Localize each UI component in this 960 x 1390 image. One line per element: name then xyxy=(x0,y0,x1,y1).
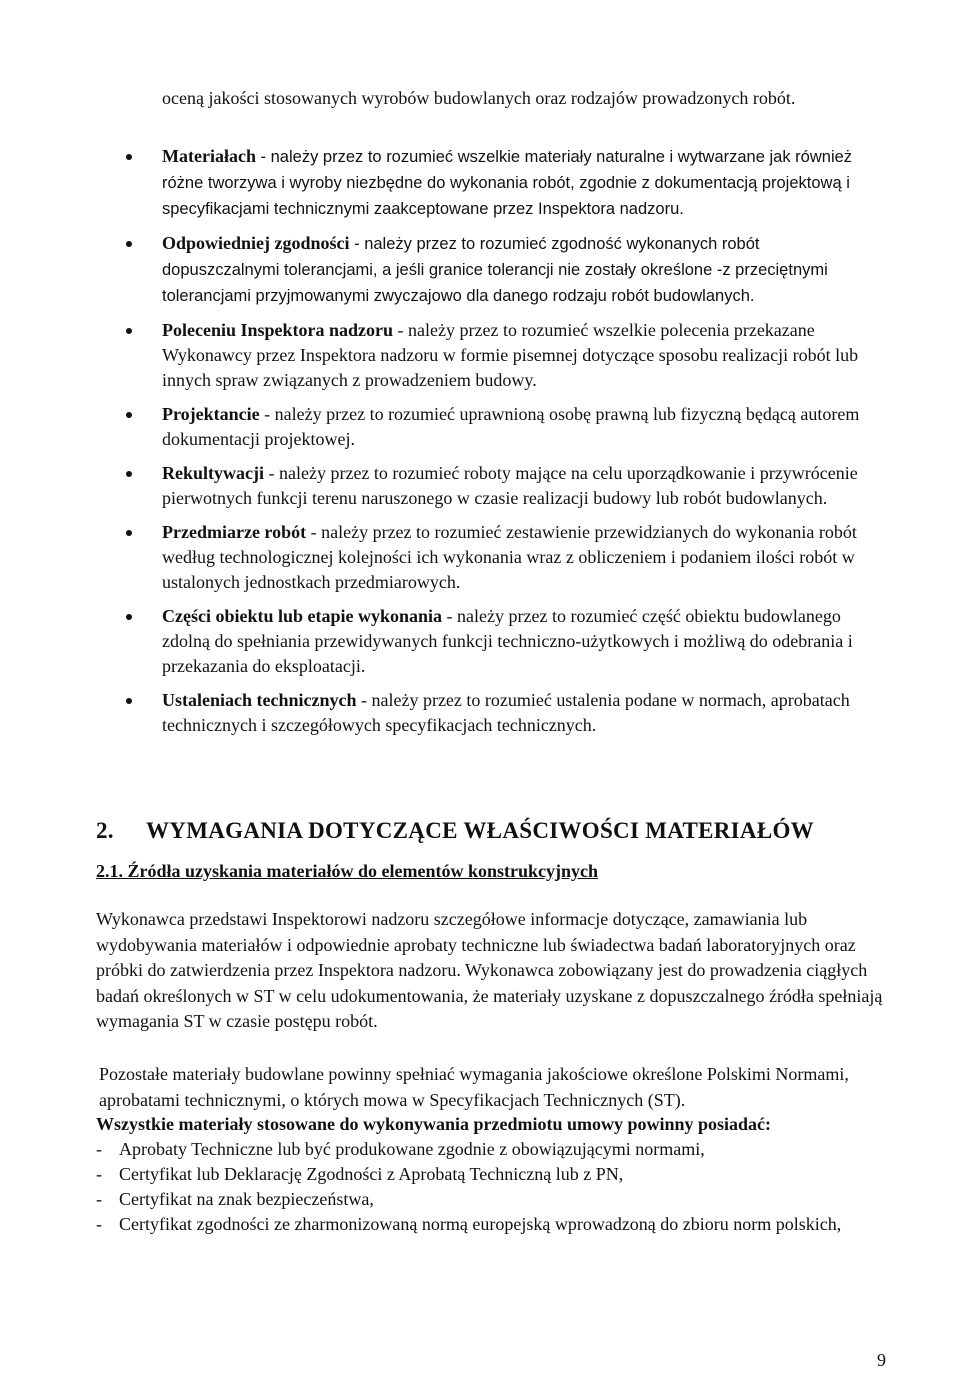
definition-term: Odpowiedniej zgodności xyxy=(162,233,350,253)
definition-term: Części obiektu lub etapie wykonania xyxy=(162,606,443,626)
definition-text: - należy przez to rozumieć uprawnioną osobę prawną lub fizyczną będącą autorem dokumentacji projektowej. xyxy=(162,404,860,449)
definition-text: - należy przez to rozumieć wszelkie polecenia przekazane Wykonawcy przez Inspektora nadzoru w formie pisemnej dotyczące sposobu realizacji robót lub innych spraw związanych z prowadzeniem budowy. xyxy=(162,320,859,390)
definition-text: - należy przez to rozumieć roboty mające na celu uporządkowanie i przywrócenie pierwotnych funkcji terenu naruszonego w czasie realizacji budowy lub robót budowlanych. xyxy=(162,463,858,508)
definition-term: Przedmiarze robót xyxy=(162,522,307,542)
definition-term: Rekultywacji xyxy=(162,463,264,483)
paragraph-sources: Wykonawca przedstawi Inspektorowi nadzoru szczegółowe informacje dotyczące, zamawiania lub wydobywania materiałów i odpowiednie aprobaty techniczne lub świadectwa badań laboratoryjnych oraz próbki do zatwierdzenia przez Inspektora nadzoru. Wykonawca zobowiązany jest do prowadzenia ciągłych badań określonych w ST w celu udokumentowania, że materiały uzyskane z dopuszczalnego źródła spełniają wymagania ST w czasie postępu robót. xyxy=(96,909,883,1032)
definition-text: - należy przez to rozumieć zgodność wykonanych robót dopuszczalnymi tolerancjami, a jeśli granice tolerancji nie zostały określone -z przeciętnymi tolerancjami przyjmowanymi zwyczajowo dla danego rodzaju robót budowlanych. xyxy=(162,235,828,305)
definition-text: - należy przez to rozumieć wszelkie materiały naturalne i wytwarzane jak również różne tworzywa i wyroby niezbędne do wykonania robót, zgodnie z dokumentacją projektową i specyfikacjami technicznymi zaakceptowane przez Inspektora nadzoru. xyxy=(162,148,853,218)
definition-item xyxy=(0,402,872,452)
definition-text: - należy przez to rozumieć część obiektu budowlanego zdolną do spełniania przewidywanych funkcji techniczno-użytkowych i możliwą do odebrania i przekazania do eksploatacji. xyxy=(162,606,853,676)
definition-item xyxy=(0,688,872,738)
bullet-icon xyxy=(126,154,132,160)
section-heading xyxy=(96,818,814,844)
bullet-icon xyxy=(126,471,132,477)
definition-text: - należy przez to rozumieć zestawienie przewidzianych do wykonania robót według technologicznej kolejności ich wykonania wraz z obliczeniem i podaniem ilości robót w ustalonych jednostkach przedmiarowych. xyxy=(162,522,857,592)
subsection-heading: 2.1. Źródła uzyskania materiałów do elementów konstrukcyjnych xyxy=(96,861,599,881)
definition-item xyxy=(0,461,872,511)
requirement-item: - Certyfikat lub Deklarację Zgodności z Aprobatą Techniczną lub z PN, xyxy=(96,1162,896,1187)
definition-item xyxy=(0,318,872,393)
definition-item xyxy=(0,604,872,679)
definition-item xyxy=(0,144,872,222)
definition-text: - należy przez to rozumieć ustalenia podane w normach, aprobatach technicznych i szczegółowych specyfikacjach technicznych. xyxy=(162,690,850,735)
requirement-item: - Certyfikat na znak bezpieczeństwa, xyxy=(96,1187,896,1212)
bullet-icon xyxy=(126,530,132,536)
definition-item xyxy=(0,520,872,595)
definition-term: Poleceniu Inspektora nadzoru xyxy=(162,320,394,340)
dash-icon: - xyxy=(96,1139,102,1159)
requirements-list xyxy=(96,1137,896,1237)
requirement-item: - Aprobaty Techniczne lub być produkowane zgodnie z obowiązującymi normami, xyxy=(96,1137,896,1162)
dash-icon: - xyxy=(96,1189,102,1209)
bullet-icon xyxy=(126,241,132,247)
definition-term: Projektancie xyxy=(162,404,260,424)
bullet-icon xyxy=(126,698,132,704)
requirement-item: - Certyfikat zgodności ze zharmonizowaną normą europejską wprowadzoną do zbioru norm polskich, xyxy=(96,1212,896,1237)
dash-icon: - xyxy=(96,1214,102,1234)
intro-text: oceną jakości stosowanych wyrobów budowlanych oraz rodzajów prowadzonych robót. xyxy=(162,88,796,108)
bullet-icon xyxy=(126,614,132,620)
definitions-list xyxy=(0,144,960,747)
definition-term: Ustaleniach technicznych xyxy=(162,690,357,710)
bullet-icon xyxy=(126,412,132,418)
requirements-heading: Wszystkie materiały stosowane do wykonywania przedmiotu umowy powinny posiadać: xyxy=(96,1114,772,1134)
definition-item xyxy=(0,231,872,309)
section-title: WYMAGANIA DOTYCZĄCE WŁAŚCIWOŚCI MATERIAŁÓW xyxy=(146,818,814,843)
paragraph-other-materials: Pozostałe materiały budowlane powinny spełniać wymagania jakościowe określone Polskimi Normami, aprobatami technicznymi, o których mowa w Specyfikacjach Technicznych (ST). xyxy=(99,1064,849,1110)
definition-term: Materiałach xyxy=(162,146,256,166)
section-number: 2. xyxy=(96,818,114,843)
bullet-icon xyxy=(126,328,132,334)
dash-icon: - xyxy=(96,1164,102,1184)
page-number: 9 xyxy=(877,1350,886,1370)
